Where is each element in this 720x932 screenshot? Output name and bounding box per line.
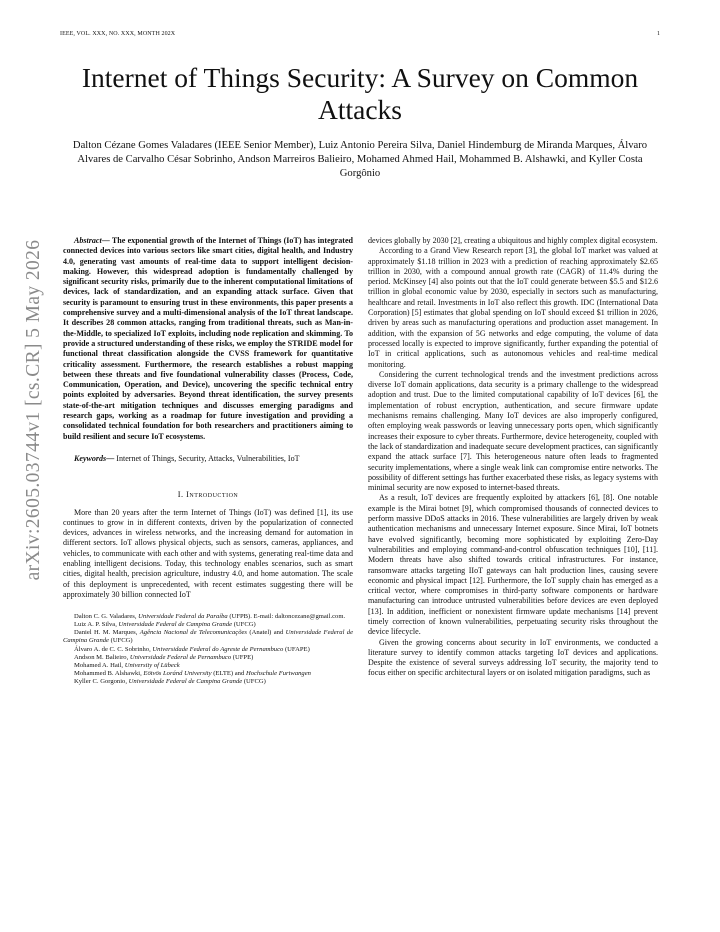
keywords-text: Internet of Things, Security, Attacks, Vulnerabilities, IoT bbox=[114, 453, 300, 463]
right-column bbox=[368, 236, 658, 679]
paper-title: Internet of Things Security: A Survey on Common Attacks bbox=[81, 62, 639, 125]
footnote-item: Álvaro A. de C. C. Sobrinho, Universidade Federal do Agreste de Pernambuco (UFAPE) bbox=[74, 645, 310, 653]
body-paragraph: According to a Grand View Research report [3], the global IoT market was valued at approximately $1.18 trillion in 2023 with a prediction of reaching approximately $2.65 trillion in 2030, with a compound annual growth rate (CAGR) of 11.4% during the period. McKinsey [4] also points out that the IoT could generate between $5.5 and $12.6 trillion in global economic value by 2030, especially in sectors such as manufacturing, healthcare and retail. Investments in IoT also reflect this growth. IDC (International Data Corporation) [5] estimates that global spending on IoT should exceed $1 trillion in 2026, driven by areas such as manufacturing operations and production asset management. In addition, with the expansion of 5G networks and edge computing, the volume of data processed locally is expected to improve significantly, further expanding the potential of IoT in critical applications, such as autonomous vehicles and real-time medical monitoring. bbox=[368, 246, 658, 369]
keywords-lead: Keywords— bbox=[74, 453, 115, 463]
keywords bbox=[63, 454, 353, 464]
abstract-text: The exponential growth of the Internet of Things (IoT) has integrated connected devices into various sectors like smart cities, digital health, and Industry 4.0, generating vast amounts of real-time data to support intelligent decision-making. However, this widespread adoption is fundamentally challenged by significant security risks, primarily due to the inherent computational limitations of devices, lack of standardization, and an expanding attack surface. Given that security is paramount to ensuring trust in these environments, this paper presents a comprehensive survey and a multi-dimensional analysis of the IoT threat landscape. It describes 28 common attacks, ranging from traditional threats, such as Man-in-the-Middle, to specialized IoT exploits, including node replication and skimming. To provide a structured understanding of these risks, we employ the STRIDE model for functional threat classification alongside the CVSS framework for quantitative criticality assessment. Furthermore, the research establishes a robust mapping between these threats and five foundational vulnerability classes (Process, Code, Communication, Operation, and Device), uncovering the specific technical entry points exploited by adversaries. Beyond threat identification, the survey presents state-of-the-art mitigation techniques and discusses emerging paradigms and research gaps, working as a roadmap for future investigation and providing a consolidated technical foundation for both researchers and practitioners aiming to build resilient and secure IoT ecosystems. bbox=[63, 236, 353, 441]
footnote-item: Kyller C. Gorgonio, Universidade Federal de Campina Grande (UFCG) bbox=[74, 677, 266, 685]
page-number: 1 bbox=[657, 31, 660, 37]
intro-paragraph: More than 20 years after the term Internet of Things (IoT) was defined [1], its use continues to grow in in different contexts, driven by the popularization of connected devices, advances in wireless networks, and the increasing demand for automation in different sectors. IoT allows physical objects, such as sensors, cameras, appliances, and vehicles, to communicate with each other and with systems, generating real-time data and enabling intelligent decisions. Today, this technology enables scenarios, such as smart cities, digital health, precision agriculture, industry 4.0, and home automation. The scale of this deployment is unprecedented, with recent estimates suggesting there will be approximately 30 billion connected IoT bbox=[63, 507, 353, 599]
left-column bbox=[63, 236, 353, 686]
arxiv-stamp-text: arXiv:2605.03744v1 [cs.CR] 5 May 2026 bbox=[23, 239, 44, 581]
body-paragraph: Given the growing concerns about security in IoT environments, we conducted a literature survey to identify common attacks targeting IoT devices and applications. Despite the existence of several surveys addressing IoT security, the majority tend to focus either on specific architectural layers or on isolated mitigation paradigms, such as bbox=[368, 637, 658, 678]
body-paragraph: devices globally by 2030 [2], creating a ubiquitous and highly complex digital ecosystem. bbox=[368, 236, 658, 245]
abstract-lead: Abstract— bbox=[74, 236, 110, 245]
author-list: Dalton Cézane Gomes Valadares (IEEE Senior Member), Luiz Antonio Pereira Silva, Daniel Hindemburg de Miranda Marques, Álvaro Alvares de Carvalho César Sobrinho, Andson Marreiros Balieiro, Mohamed Ahmed Hail, Mohammed B. Alshawki, and Kyller Costa Gorgônio bbox=[72, 140, 648, 179]
section-numeral: I. bbox=[177, 490, 184, 500]
footnote-item: Andson M. Balieiro, Universidade Federal de Pernambuco (UFPE) bbox=[74, 653, 254, 661]
footnote-item: Mohammed B. Alshawki, Eötvös Loránd University (ELTE) and Hochschule Furtwangen bbox=[74, 669, 311, 677]
section-title: Introduction bbox=[186, 490, 239, 500]
footnote-item: Mohamed A. Hail, University of Lübeck bbox=[74, 661, 180, 669]
footnote-item: Daniel H. M. Marques, Agência Nacional de Telecomunicações (Anatel) and Universidade Federal de Campina Grande (UFCG) bbox=[63, 629, 354, 645]
body-paragraph: As a result, IoT devices are frequently exploited by attackers [6], [8]. One notable example is the Mirai botnet [9], which compromised thousands of connected devices to perform massive DDoS attacks in 2016. These vulnerabilities are largely driven by weak authentication mechanisms and unnecessary Internet exposure. Since Mirai, IoT botnets have evolved significantly, becoming more sophisticated by exploiting Zero-Day vulnerabilities and employing command-and-control obfuscation techniques [10], [11]. Modern threats have also shifted towards critical infrastructures. For instance, ransomware attacks targeting IIoT gateways can halt production lines, causing severe economic and physical impact [12]. Furthermore, the IoT supply chain has emerged as a critical vector, where compromises in third-party software components or hardware manufacturing can introduce untrusted vulnerabilities before devices are even deployed [13]. In addition, inefficient or nonexistent firmware update mechanisms [14] prevent timely correction of known vulnerabilities, perpetuating security risks throughout the device lifecycle. bbox=[368, 493, 658, 637]
author-footnotes bbox=[63, 613, 353, 686]
body-paragraph: Considering the current technological trends and the investment predictions across diverse IoT domain applications, data security is a primary challenge to the widespread adoption and trust. Due to the limited computational capability of IoT devices [6], the implementation of robust encryption, authentication, and secure firmware update mechanisms remains challenging. Many IoT devices are also improperly configured, often employing weak passwords or leaving unnecessary ports open, which significantly increases their exposure to cyber threats. Furthermore, device heterogeneity, coupled with the lack of standardization and inadequate secure development practices, can significantly expand the attack surface [7]. This heterogeneous nature often leads to fragmented security implementations, where a single weak link can compromise entire networks. The possibility of different settings has further exacerbated these risks, as legacy systems with minimal security are now exposed to internet-based threats. bbox=[368, 369, 658, 493]
footnote-item: Dalton C. G. Valadares, Universidade Federal da Paraíba (UFPB). E-mail: daltoncezane@gmail.com. bbox=[74, 613, 346, 621]
running-header-journal: IEEE, VOL. XXX, NO. XXX, MONTH 202X bbox=[60, 31, 176, 37]
footnote-item: Luiz A. P. Silva, Universidade Federal de Campina Grande (UFCG) bbox=[74, 621, 256, 629]
abstract bbox=[63, 236, 353, 442]
section-heading-introduction bbox=[63, 490, 353, 500]
